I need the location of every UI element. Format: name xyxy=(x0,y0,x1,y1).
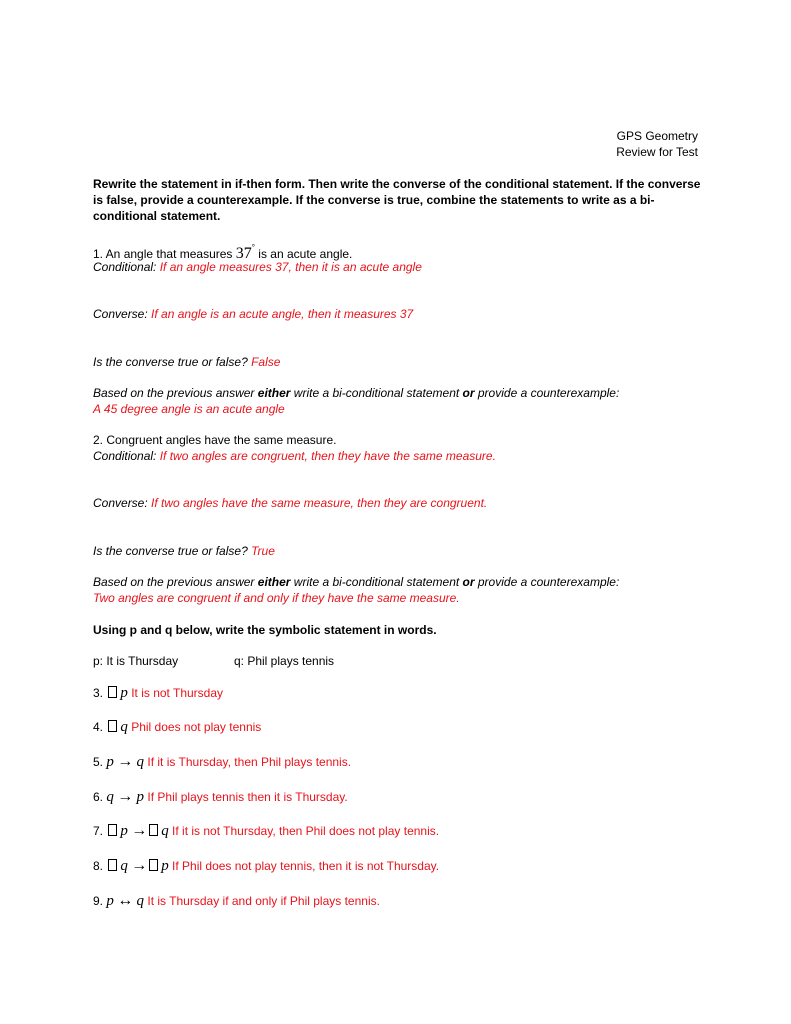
q1-conditional-answer: If an angle measures 37, then it is an acute angle xyxy=(159,260,422,274)
item-number: 7. xyxy=(93,824,104,838)
q1-based-prompt xyxy=(93,385,619,401)
instructions: Rewrite the statement in if-then form. Then write the converse of the conditional statement. If the converse is false, provide a counterexample. If the converse is true, combine the statements to write as a bi-conditional statement. xyxy=(93,177,701,223)
item-number: 5. xyxy=(93,755,104,769)
var-q: q xyxy=(106,789,114,805)
negation-symbol xyxy=(108,686,117,698)
item-3 xyxy=(93,685,223,701)
q2-converse xyxy=(93,495,487,511)
converse-label: Converse: xyxy=(93,496,148,510)
q1-truth-answer: False xyxy=(251,355,281,369)
var-p: p xyxy=(136,789,145,805)
negation-symbol xyxy=(149,859,158,871)
negation-symbol xyxy=(108,859,117,871)
q1-converse-answer: If an angle is an acute angle, then it measures 37 xyxy=(151,307,414,321)
item-3-answer: It is not Thursday xyxy=(131,686,224,700)
var-p: p xyxy=(161,858,169,874)
item-4-answer: Phil does not play tennis xyxy=(131,720,262,734)
course-title: GPS Geometry xyxy=(616,129,698,143)
var-p: p xyxy=(106,893,114,909)
negation-symbol xyxy=(149,824,158,836)
based-text-2: write a bi-conditional statement xyxy=(290,575,463,589)
item-number: 8. xyxy=(93,859,104,873)
item-number: 9. xyxy=(93,894,104,908)
var-p: p xyxy=(120,823,128,839)
based-or: or xyxy=(462,575,475,589)
q-definition: q: Phil plays tennis xyxy=(234,654,335,668)
var-q: q xyxy=(161,823,169,839)
based-either: either xyxy=(257,386,291,400)
q1-counterexample: A 45 degree angle is an acute angle xyxy=(93,402,285,416)
symbolic-heading: Using p and q below, write the symbolic statement in words. xyxy=(93,623,437,637)
item-9-answer: It is Thursday if and only if Phil plays tennis. xyxy=(147,894,380,908)
item-8 xyxy=(93,858,439,874)
truth-label: Is the converse true or false? xyxy=(93,544,248,558)
var-q: q xyxy=(120,719,128,735)
implies-arrow: → xyxy=(131,857,148,874)
item-5 xyxy=(93,754,351,770)
q1-converse xyxy=(93,306,413,322)
item-6-answer: If Phil plays tennis then it is Thursday. xyxy=(147,790,348,804)
conditional-label: Conditional: xyxy=(93,260,157,274)
truth-label: Is the converse true or false? xyxy=(93,355,248,369)
based-or: or xyxy=(462,386,475,400)
implies-arrow: → xyxy=(117,788,134,805)
var-q: q xyxy=(120,858,128,874)
biconditional-arrow: ↔ xyxy=(117,892,134,909)
degree-mark: ° xyxy=(251,243,255,252)
q2-conditional xyxy=(93,448,496,464)
var-q: q xyxy=(136,754,145,770)
negation-symbol xyxy=(108,824,117,836)
item-number: 4. xyxy=(93,720,104,734)
based-text-2: write a bi-conditional statement xyxy=(290,386,463,400)
based-text-3: provide a counterexample: xyxy=(474,386,620,400)
negation-symbol xyxy=(108,720,117,732)
var-q: q xyxy=(136,893,145,909)
document-title: Review for Test xyxy=(616,145,698,159)
q2-truth-answer: True xyxy=(251,544,275,558)
q2-statement: 2. Congruent angles have the same measure. xyxy=(93,433,337,447)
item-number: 6. xyxy=(93,790,104,804)
q2-conditional-answer: If two angles are congruent, then they have the same measure. xyxy=(159,449,496,463)
var-p: p xyxy=(120,685,128,701)
implies-arrow: → xyxy=(117,753,134,770)
q2-converse-answer: If two angles have the same measure, then they are congruent. xyxy=(151,496,488,510)
conditional-label: Conditional: xyxy=(93,449,157,463)
based-text-3: provide a counterexample: xyxy=(474,575,620,589)
p-definition: p: It is Thursday xyxy=(93,654,179,668)
item-7-answer: If it is not Thursday, then Phil does not play tennis. xyxy=(172,824,440,838)
q2-based-prompt xyxy=(93,574,619,590)
q2-truth xyxy=(93,543,275,559)
q1-suffix: is an acute angle. xyxy=(254,247,353,261)
q1-truth xyxy=(93,354,280,370)
item-9 xyxy=(93,893,380,909)
var-p: p xyxy=(106,754,114,770)
converse-label: Converse: xyxy=(93,307,148,321)
item-6 xyxy=(93,789,348,805)
q1-prefix: 1. An angle that measures xyxy=(93,247,236,261)
implies-arrow: → xyxy=(131,822,148,839)
item-5-answer: If it is Thursday, then Phil plays tennis. xyxy=(147,755,352,769)
based-text-1: Based on the previous answer xyxy=(93,386,258,400)
based-either: either xyxy=(257,575,291,589)
item-number: 3. xyxy=(93,686,104,700)
item-7 xyxy=(93,823,439,839)
q2-biconditional: Two angles are congruent if and only if they have the same measure. xyxy=(93,591,460,605)
based-text-1: Based on the previous answer xyxy=(93,575,258,589)
item-4 xyxy=(93,719,261,735)
q1-conditional xyxy=(93,259,422,275)
q1-angle-value: 37 xyxy=(235,245,252,262)
item-8-answer: If Phil does not play tennis, then it is not Thursday. xyxy=(172,859,440,873)
